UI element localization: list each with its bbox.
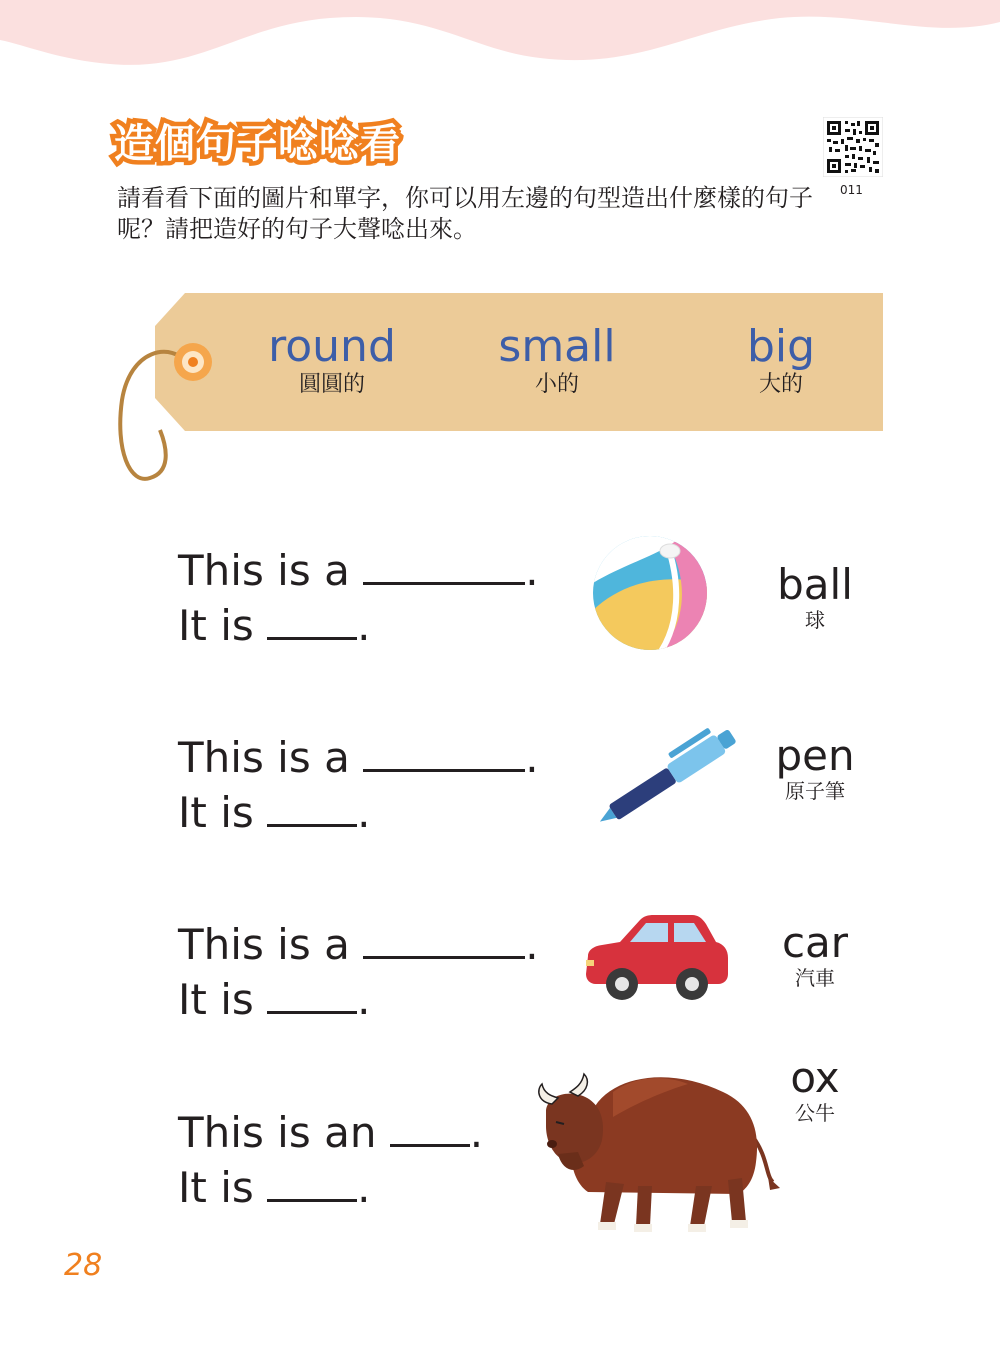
noun-car xyxy=(745,920,885,990)
tag-word-en: small xyxy=(498,321,616,372)
tag-word-en: round xyxy=(268,321,396,372)
noun-zh: 原子筆 xyxy=(785,779,845,803)
sentence-line-2: It is xyxy=(178,788,254,837)
exercise-car-sentences: This is a . It is . xyxy=(178,920,539,1024)
tag-word-zh: 圓圓的 xyxy=(298,372,365,397)
noun-en: pen xyxy=(775,731,855,780)
audio-track-number: 011 xyxy=(840,183,863,197)
noun-pen xyxy=(745,733,885,803)
noun-zh: 球 xyxy=(805,608,825,632)
sentence-line-2: It is xyxy=(178,1163,254,1212)
sentence-line-1: This is a xyxy=(178,546,350,595)
tag-word-big xyxy=(681,322,881,398)
sentence-line-1: This is a xyxy=(178,733,350,782)
sentence-line-2: It is xyxy=(178,975,254,1024)
answer-blank[interactable] xyxy=(267,601,357,640)
qr-code-icon[interactable] xyxy=(823,117,883,177)
exercise-ball-sentences: This is a . It is . xyxy=(178,546,539,650)
noun-en: ox xyxy=(790,1053,840,1102)
exercise-pen-sentences: This is a . It is . xyxy=(178,733,539,837)
answer-blank[interactable] xyxy=(363,733,525,772)
noun-zh: 公牛 xyxy=(795,1101,835,1125)
noun-ox xyxy=(745,1055,885,1125)
instructions-text: 請看看下面的圖片和單字，你可以用左邊的句型造出什麼樣的句子呢？請把造好的句子大聲唸出來。 xyxy=(117,184,813,243)
exercise-ox-sentences: This is an . It is . xyxy=(178,1108,484,1212)
page-number: 28 xyxy=(64,1248,103,1283)
car-icon xyxy=(582,912,732,1004)
sentence-line-1: This is an xyxy=(178,1108,377,1157)
noun-en: ball xyxy=(777,560,853,609)
page-title: 造個句子唸唸看 xyxy=(114,121,401,167)
tag-word-zh: 大的 xyxy=(758,372,803,397)
answer-blank[interactable] xyxy=(267,1163,357,1202)
tag-word-small xyxy=(457,322,657,398)
noun-zh: 汽車 xyxy=(795,966,835,990)
tag-word-en: big xyxy=(746,321,816,372)
answer-blank[interactable] xyxy=(267,788,357,827)
noun-en: car xyxy=(781,918,849,967)
header-wave xyxy=(0,0,1000,80)
answer-blank[interactable] xyxy=(363,546,525,585)
tag-word-zh: 小的 xyxy=(534,372,579,397)
beach-ball-icon xyxy=(590,533,710,653)
answer-blank[interactable] xyxy=(267,975,357,1014)
sentence-line-1: This is a xyxy=(178,920,350,969)
pen-icon xyxy=(585,728,750,828)
answer-blank[interactable] xyxy=(363,920,525,959)
noun-ball xyxy=(745,562,885,632)
sentence-line-2: It is xyxy=(178,601,254,650)
tag-word-round xyxy=(232,322,432,398)
answer-blank[interactable] xyxy=(390,1108,470,1147)
